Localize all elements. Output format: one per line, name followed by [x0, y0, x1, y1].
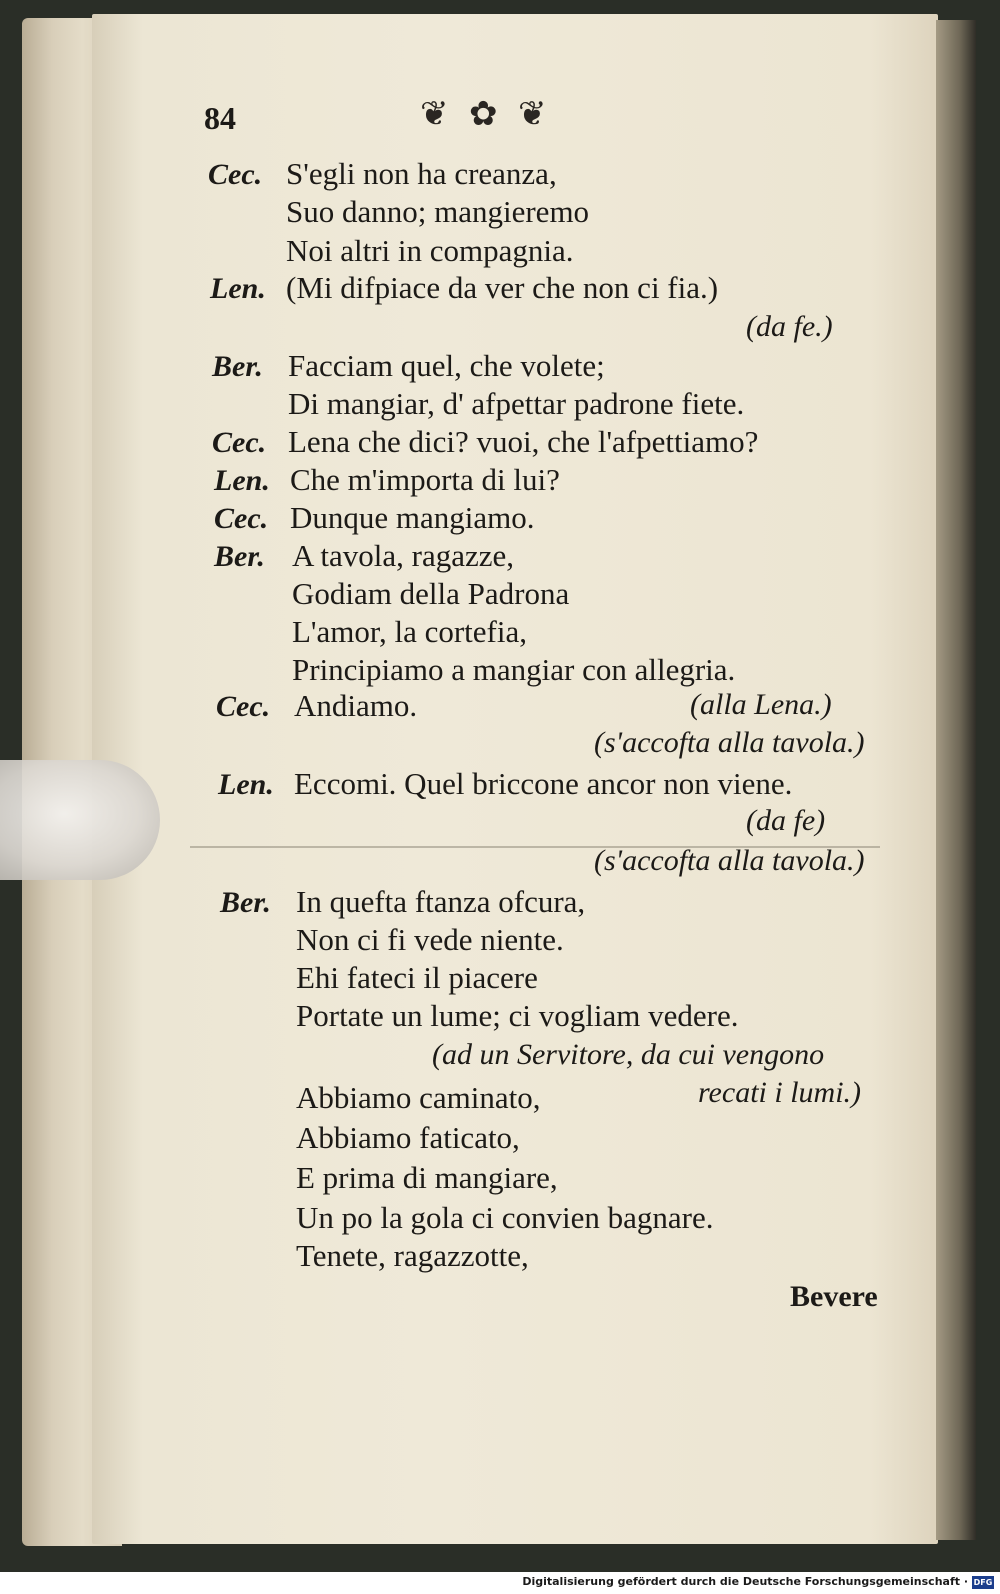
speaker-label: Len.: [218, 768, 274, 801]
verse-line: Un po la gola ci convien bagnare.: [296, 1200, 714, 1235]
verse-line: Ehi fateci il piacere: [296, 960, 538, 995]
verse-line: Principiamo a mangiar con allegria.: [292, 652, 736, 687]
verse-line: Andiamo.: [294, 688, 418, 723]
verse-line: E prima di mangiare,: [296, 1160, 558, 1195]
verse-line: Eccomi. Quel briccone ancor non viene.: [294, 766, 793, 801]
verse-line: Godiam della Padrona: [292, 576, 570, 611]
verse-line: S'egli non ha creanza,: [286, 156, 557, 191]
thumb-holding-page: [0, 760, 160, 880]
speaker-label: Cec.: [208, 158, 263, 191]
speaker-label: Cec.: [214, 502, 269, 535]
verse-line: Noi altri in compagnia.: [286, 233, 574, 268]
stage-direction: (s'accofta alla tavola.): [594, 726, 865, 759]
book-spine-shadow: [936, 20, 976, 1540]
verse-line: Non ci fi vede niente.: [296, 922, 564, 957]
stage-direction: (alla Lena.): [690, 688, 832, 721]
speaker-label: Cec.: [212, 426, 267, 459]
speaker-label: Len.: [214, 464, 270, 497]
header-ornament: ❦ ✿ ❦: [420, 96, 553, 133]
verse-line: (Mi difpiace da ver che non ci fia.): [286, 270, 719, 305]
verse-line: Abbiamo faticato,: [296, 1120, 520, 1155]
speaker-label: Ber.: [212, 350, 263, 383]
verse-line: Dunque mangiamo.: [290, 500, 535, 535]
verse-line: Portate un lume; ci vogliam vedere.: [296, 998, 739, 1033]
stage-direction: (s'accofta alla tavola.): [594, 844, 865, 877]
dfg-logo: DFG: [973, 1578, 993, 1587]
page-number: 84: [204, 100, 236, 136]
verse-line: L'amor, la cortefia,: [292, 614, 527, 649]
stage-direction: recati i lumi.): [698, 1076, 862, 1109]
verse-line: Facciam quel, che volete;: [288, 348, 605, 383]
verse-line: Che m'importa di lui?: [290, 462, 560, 497]
verse-line: Di mangiar, d' afpettar padrone fiete.: [288, 386, 745, 421]
verse-line: Suo danno; mangieremo: [286, 194, 590, 229]
verse-line: In quefta ftanza ofcura,: [296, 884, 586, 919]
speaker-label: Ber.: [214, 540, 265, 573]
catchword: Bevere: [790, 1280, 878, 1313]
verse-line: Tenete, ragazzotte,: [296, 1238, 529, 1273]
footer-credit: Digitalisierung gefördert durch die Deutsche Forschungsgemeinschaft ·: [522, 1575, 968, 1588]
speaker-label: Cec.: [216, 690, 271, 723]
verse-line: A tavola, ragazze,: [292, 538, 515, 573]
verse-line: Lena che dici? vuoi, che l'afpettiamo?: [288, 424, 759, 459]
speaker-label: Len.: [210, 272, 266, 305]
stage-direction: (da fe.): [746, 310, 833, 343]
speaker-label: Ber.: [220, 886, 271, 919]
verse-line: Abbiamo caminato,: [296, 1080, 541, 1115]
stage-direction: (da fe): [746, 804, 826, 837]
stage-direction: (ad un Servitore, da cui vengono: [432, 1038, 825, 1071]
